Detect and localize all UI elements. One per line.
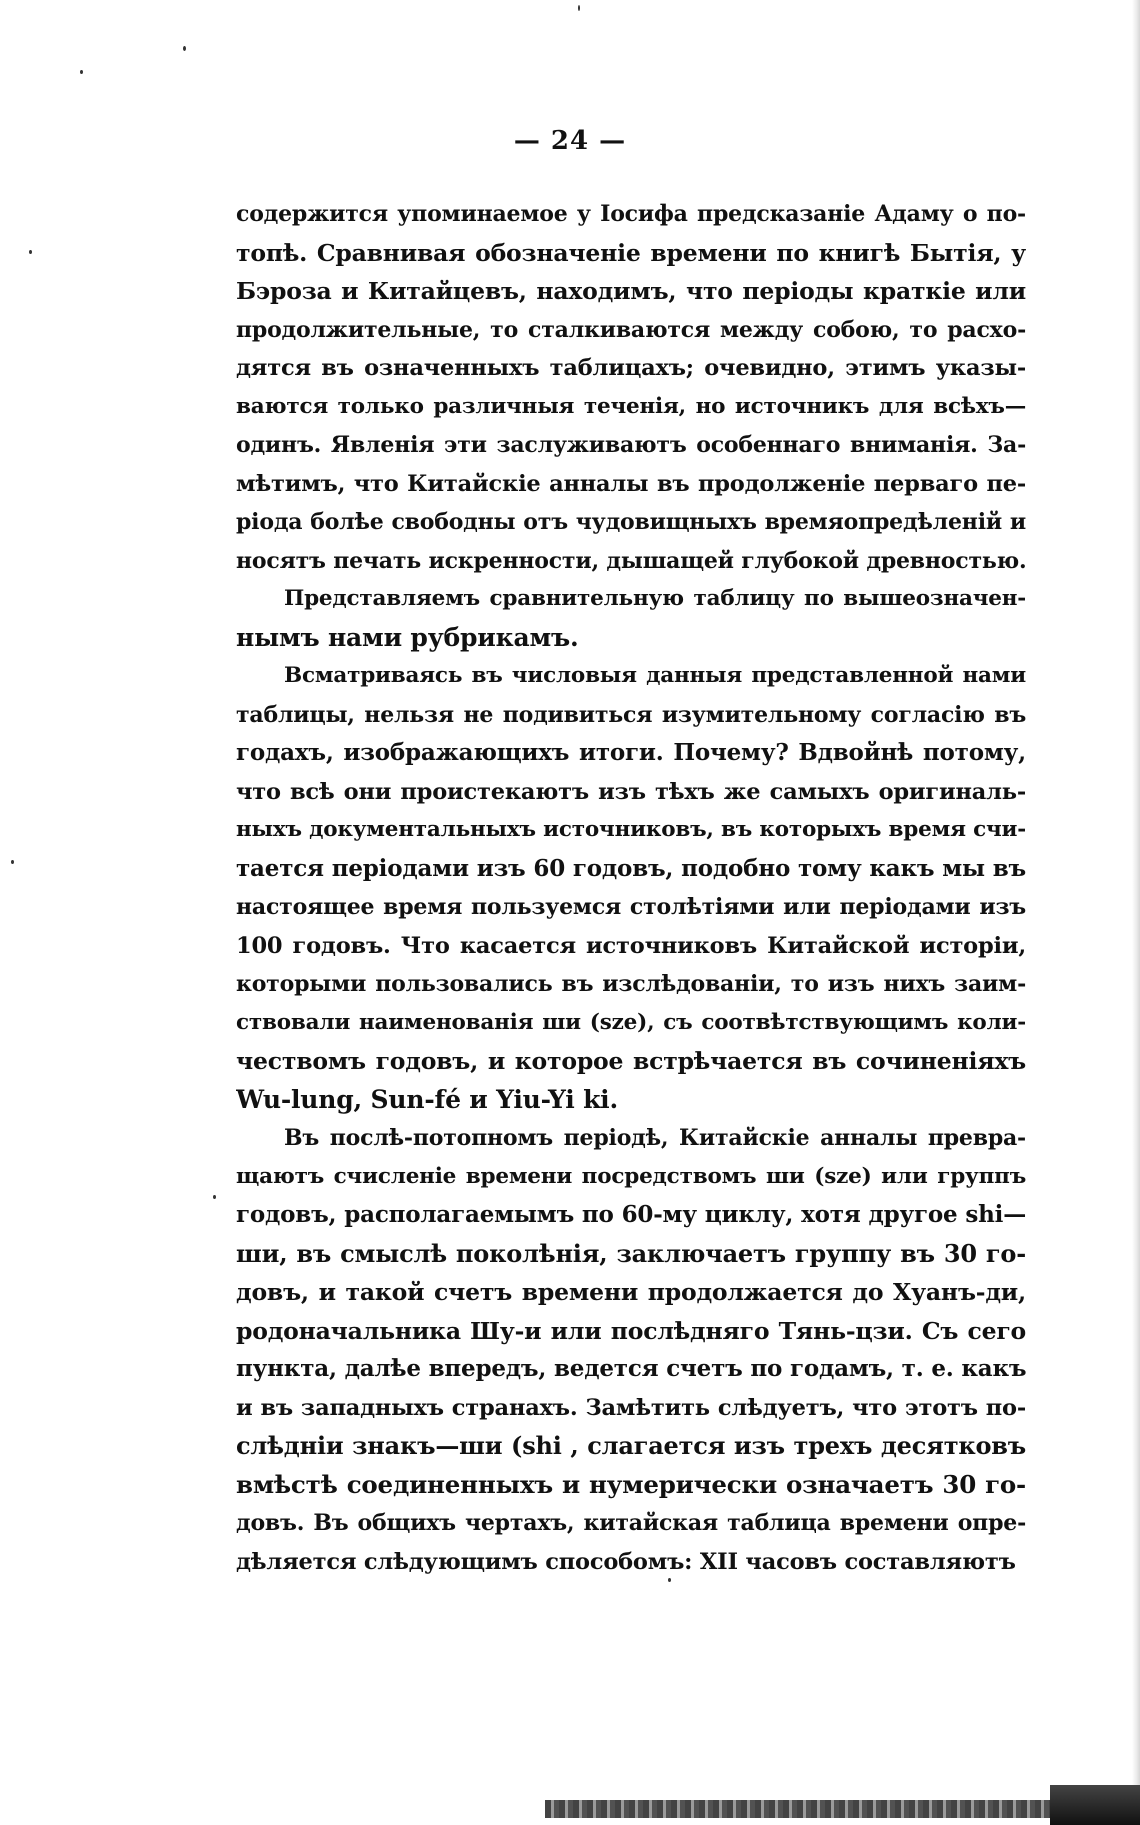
text-line: нымъ нами рубрикамъ. (236, 622, 579, 652)
text-line: годахъ, изображающихъ итоги. Почему? Вдвойнѣ потому, (236, 739, 1026, 766)
text-line: которыми пользовались въ изслѣдованіи, то изъ нихъ заим- (236, 971, 1026, 997)
scan-speck (183, 46, 186, 51)
scan-speck (80, 70, 83, 74)
text-line: настоящее время пользуемся столѣтіями или періодами изъ (236, 894, 1026, 920)
text-line: родоначальника Шу-и или послѣдняго Тянь-цзи. Съ сего (236, 1316, 1026, 1345)
text-line: Представляемъ сравнительную таблицу по вышеозначен- (284, 586, 1026, 611)
text-line: продолжительные, то сталкиваются между собою, то расхо- (236, 316, 1026, 343)
scan-speck (29, 250, 32, 254)
text-line: ваются только различныя теченія, но источникъ для всѣхъ— (236, 393, 1026, 419)
text-line: что всѣ они проистекаютъ изъ тѣхъ же самыхъ оригиналь- (236, 778, 1026, 805)
text-line: ныхъ документальныхъ источниковъ, въ которыхъ время счи- (236, 817, 1026, 842)
page-number: — 24 — (513, 126, 627, 156)
text-line: чествомъ годовъ, и которое встрѣчается въ сочиненіяхъ (236, 1047, 1026, 1075)
text-line: годовъ, располагаемымъ по 60-му циклу, хотя другое shi— (236, 1201, 1026, 1228)
scan-artifact (545, 1800, 1070, 1818)
scan-speck (578, 5, 580, 11)
text-line: щаютъ счисленіе времени посредствомъ ши (sze) или группъ (236, 1163, 1026, 1189)
text-line: довъ. Въ общихъ чертахъ, китайская таблица времени опре- (236, 1510, 1026, 1536)
text-line: ріода болѣе свободны отъ чудовищныхъ времяопредѣленій и (236, 509, 1026, 535)
scan-artifact (1050, 1785, 1140, 1825)
body-text (236, 195, 1026, 1581)
text-line: слѣдніи знакъ—ши (shi , слагается изъ трехъ десятковъ (236, 1431, 1026, 1460)
text-line: ствовали наименованія ши (sze), съ соотвѣтствующимъ коли- (236, 1009, 1026, 1035)
text-line: содержится упоминаемое у Іосифа предсказаніе Адаму о по- (236, 201, 1026, 227)
text-line: Wu-lung, Sun-fé и Yiu-Yi ki. (236, 1084, 618, 1114)
page-edge (1132, 0, 1140, 1825)
text-line: топѣ. Сравнивая обозначеніе времени по книгѣ Бытія, у (236, 238, 1026, 267)
text-line: одинъ. Явленія эти заслуживаютъ особеннаго вниманія. За- (236, 432, 1026, 458)
scan-speck (213, 1195, 216, 1199)
scan-speck (11, 860, 14, 864)
text-line: Бэроза и Китайцевъ, находимъ, что періоды краткіе или (236, 277, 1026, 305)
text-line: и въ западныхъ странахъ. Замѣтить слѣдуетъ, что этотъ по- (236, 1394, 1026, 1421)
text-line: Всматриваясь въ числовыя данныя представленной нами (284, 663, 1026, 688)
text-line: пункта, далѣе впередъ, ведется счетъ по годамъ, т. е. какъ (236, 1355, 1026, 1382)
text-line: тается періодами изъ 60 годовъ, подобно тому какъ мы въ (236, 854, 1026, 882)
text-line: Въ послѣ-потопномъ періодѣ, Китайскіе анналы превра- (284, 1125, 1026, 1151)
text-line: дѣляется слѣдующимъ способомъ: XII часовъ составляютъ (236, 1548, 1016, 1575)
text-line: мѣтимъ, что Китайскіе анналы въ продолженіе перваго пе- (236, 470, 1026, 497)
text-line: таблицы, нельзя не подивиться изумительному согласію въ (236, 701, 1026, 728)
text-line: довъ, и такой счетъ времени продолжается до Хуанъ-ди, (236, 1278, 1026, 1306)
text-line: дятся въ означенныхъ таблицахъ; очевидно, этимъ указы- (236, 355, 1026, 381)
text-line: 100 годовъ. Что касается источниковъ Китайской исторіи, (236, 932, 1026, 959)
text-line: носятъ печать искренности, дышащей глубокой древностью. (236, 547, 1026, 574)
scan-speck (668, 1578, 671, 1582)
text-line: ши, въ смыслѣ поколѣнія, заключаетъ группу въ 30 го- (236, 1238, 1026, 1268)
text-line: вмѣстѣ соединенныхъ и нумерически означаетъ 30 го- (236, 1469, 1026, 1499)
